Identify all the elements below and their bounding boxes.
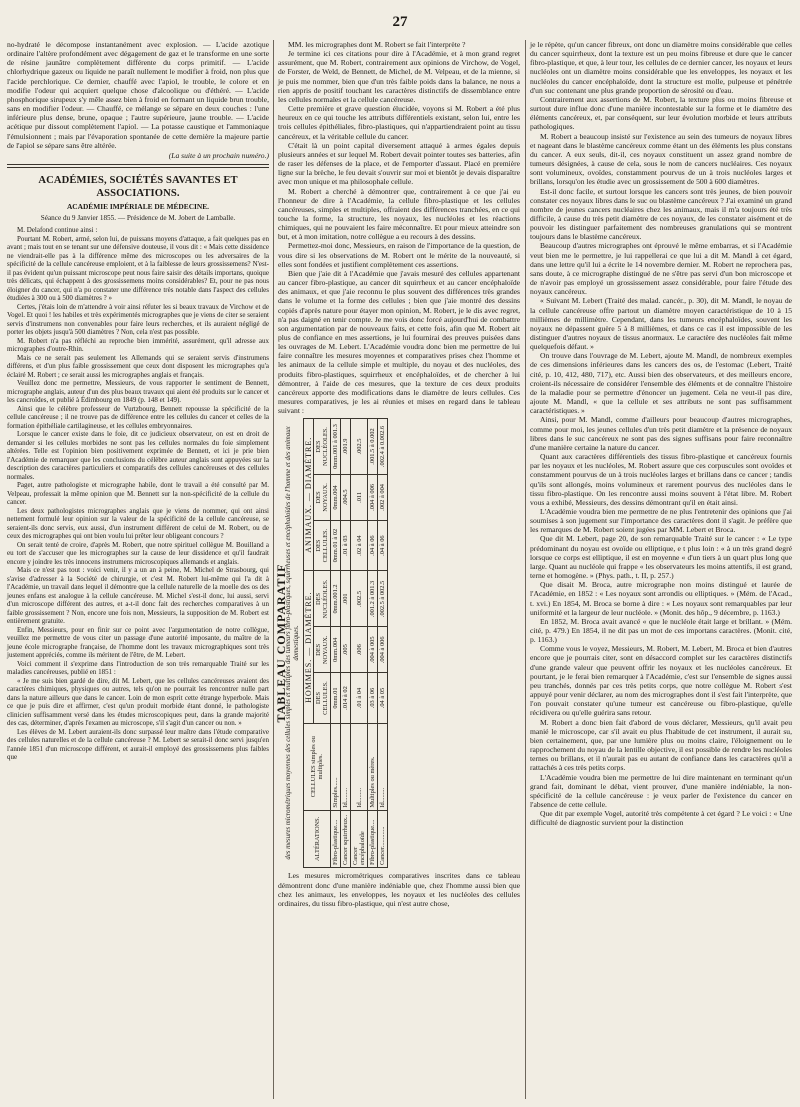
paragraph: je le répète, qu'un cancer fibreux, ont donc un diamètre moins considérable que celles du cancer squirrheux, dont la texture est un peu moins fibreuse et dure que le cancer fibro-plastique, et que, à leur tour, les cellules de ce dernier cancer, les noyaux et leurs nucléoles ont un diamètre moins considérable que les enveloppes, les noyaux et les nucléoles du cancer encéphaloïde, dont la structure est molle, pulpeuse et pénétrée d'un suc contenant une plus grande proportion de sérosité ou d'eau. [530,40,792,95]
page-number: 27 [392,14,408,30]
paragraph: Veuillez donc me permettre, Messieurs, de vous rapporter le sentiment de Bennett, micrographe anglais, auteur d'un des plus beaux travaux qui aient été produits sur le cancer et les cancroïdes, et publié à Édimbourg en 1849 (p. 148 et 149). [7,379,269,405]
cell-value: .014 à 02 [341,673,351,724]
paragraph: En 1852, M. Broca avait avancé « que le nucléole était large et brillant. » (Mém. cité, p. 479.) En 1854, il ne dit pas un mot de ces importans caractères. (Monit. cité, p. 1163.) [530,616,792,645]
column-1 [7,40,269,1099]
table-row [378,419,388,868]
paragraph: L'Académie voudra bien me permettre de lui dire maintenant en terminant qu'un grand fait, dominant le débat, vient prouver, d'une manière indéniable, la non-spécificité de la cellule cancéreuse : je veux parler de l'existence du cancer en l'absence de cette cellule. [530,772,792,809]
column-3 [530,40,792,1099]
paragraph: Que dit M. Lebert, page 20, de son remarquable Traité sur le cancer : « Le type prédominant du noyau est ovoïde ou elliptique, e t plus loin : « à un très grand degré lorsque ce corps est elliptique, il est en moyenne « d'un tiers à un quart plus long que large. Quant au nucléole qui frappe « les observateurs les moins attentifs, il est grand, terne et homogène. » (Phys. path., t. II, p. 257.) [530,534,792,581]
cell-alteration: Cancer squirrheux.. [341,811,351,868]
cell-type: Id......... [378,724,388,811]
table-row [341,419,351,868]
table-row [331,419,341,868]
cell-value: .002 à 004 [378,475,388,521]
table-caption: des mesures micrométriques moyennes des cellules simples et multiples des tumeurs fibro-plastiques, squirrheuses et encéphaloïdes de l'homme et des animaux domestiques. [285,426,300,861]
header-noyaux-a: DES NOYAUX. [314,475,331,521]
cell-value: 0mm.01 [331,673,341,724]
header-nucleoles-a: DES NUCLÉOLES. [314,419,331,475]
cell-value: .02 à 04 [351,521,368,572]
paragraph: Les deux pathologistes micrographes anglais que je viens de nommer, qui ont ainsi nettement formulé leur opinion sur la valeur de la spécificité de la cellule cancéreuse, se seraient-ils donc servis, eux aussi, d'un instrument différent de celui de M. Robert, ou de ceux des micrographes qui ont bien voulu lui prêter leur obligeant concours ? [7,506,269,541]
header-cellules: CELLULES simples ou multiples. [304,724,331,811]
header-cellules-a: DES CELLULES. [314,521,331,572]
table-row [351,419,368,868]
paragraph: Mais ce n'est pas tout : voici venir, il y a un an à peine, M. Michel de Strasbourg, qui s'avise d'adresser à la Société de chirurgie, et c'est M. Robert lui-même qui l'a dit à l'Académie, un travail dans lequel il démontre que la cellule naturelle de la moelle des os des jeunes enfans est analogue à la cellule cancéreuse. M. Michel s'est-il donc, lui aussi, servi d'un microscope différent des autres, et a-t-il donc fait des recherches comparatives à un faible grossissement ? Non, encore une fois non, Messieurs, la supposition de M. Robert est entièrement gratuite. [7,566,269,626]
cell-value: .004 à 006 [368,475,378,521]
cell-value: 0mm.001.2 [331,571,341,627]
cell-type: Id......... [351,724,368,811]
academy-subtitle: ACADÉMIE IMPÉRIALE DE MÉDECINE. [66,202,210,212]
paragraph: Voici comment il s'exprime dans l'introduction de son très remarquable Traité sur les maladies cancéreuses, publié en 1851 : [7,659,269,677]
cell-alteration: Cancer encéphaloïde [351,811,368,868]
cell-type: Simples...... [331,724,341,811]
cell-value: .04 à 06 [378,521,388,572]
table-heading: TABLEAU COMPARATIF [274,563,288,723]
section-divider [7,164,269,168]
header-alterations: ALTÉRATIONS. [304,811,331,868]
paragraph: Pourtant M. Robert, armé, selon lui, de puissans moyens d'attaque, a fait quelques pas en avant ; mais tout en se tenant sur une défensive douteuse, il vous dit : « Mais cette dissidence ne viendrait-elle pas à la différence même des microscopes ou les adversaires de la spécificité de la cellule cancéreuse emploient, et à la faiblesse de leurs grossissemens? N'est-il pas évident qu'un puissant microscope peut nous faire saisir des détails importans, quoique très délicats, qui échappent à des grossissemens moins considérables? Et, pour ne pas nous éloigner du cancer, qui n'a pu constater une différence très notable dans l'aspect des cellules étudiées à 300 ou à 500 diamètres ? » [7,234,269,303]
cell-value: .005 [341,627,351,673]
paragraph: Bien que j'aie dit à l'Académie que j'avais mesuré des cellules appartenant au cancer fibro-plastique, au cancer dit squirrheux et au cancer encéphaloïde des animaux, et que j'aie reconnu le plus souvent des différences très grandes dans le volume et la forme des cellules ; bien que j'aie montré des dessins copiés d'après nature pour étayer mon opinion, M. Robert, je le dis avec regret, n'a pas daigné en tenir compte. Je me vois donc forcé aujourd'hui de combattre son argumentation par de nouveaux faits, et cette fois, afin que M. Robert ait plus de confiance en mes assertions, je lui fournirai des preuves puisées dans les ouvrages de M. Lebert. L'Académie voudra donc bien me permettre de lui faire connaître les mesures moyennes et comparatives prises chez l'homme et les animaux de la cellule simple et multiple, du noyau et des nucléoles, des produits fibro-plastiques, squirrheux et encéphaloïdes, et de chercher à lui démontrer, à l'aide de ces mesures, que la texture de ces deux produits cancéreux apporte des modifications dans le diamètre de leurs cellules. Ces mesures comparatives, je les ai réunies et mises en regard dans le tableau suivant : [278,268,520,416]
paragraph: M. Robert a cherché à démontrer que, contrairement à ce que j'ai eu l'honneur de dire à l'Académie, la cellule fibro-plastique et les cellules cancéreuses, simples et multiples, offraient des différences tranchées, en ce qui touche la forme, la structure, les noyaux, les nucléoles et les réactions chimiques, qui ne pouvaient les faire méconnaître. Et pour mieux atteindre son but, et à mon imitation, notre collègue a eu recours à des dessins. [278,186,520,242]
paragraph: Est-il donc facile, et surtout lorsque les cancers sont très jeunes, de bien pouvoir constater ces noyaux libres dans le suc ou blastème cancéreux ? J'ai examiné un grand nombre de jeunes cancers nucléaires chez les animaux, mais il m'a toujours été très difficile, à cause du très petit diamètre de ces noyaux, de les constater aisément et de pouvoir les distinguer parfaitement des nombreuses granulations qui se montrent toujours dans le blastème cancéreux. [530,186,792,242]
cell-value: .004 à 006 [378,627,388,673]
cell-type: Id......... [341,724,351,811]
paragraph: M. Robert a donc bien fait d'abord de vous déclarer, Messieurs, qu'il avait peu manié le microscope, car s'il avait eu plus l'habitude de cet instrument, il aurait su, bien certainement, que, par une lumière plus ou moins claire, l'éloignement ou le rapprochement du noyau de la lentille objective, il est possible de rendre les nucléoles ternes ou brillans, et il n'aurait pas eu autant de confiance dans les caractères qu'il a rattachés à ces très petits corps. [530,717,792,773]
cell-value: .04 à 06 [368,521,378,572]
cell-value: .001.5 à 0.002 [368,419,378,475]
paragraph: Paget, autre pathologiste et micrographe habile, dont le travail a été consulté par M. Velpeau, professait la même opinion que M. Bennett sur la non-spécificité de la cellule du cancer. [7,481,269,507]
cell-value: 0mm.004 [331,475,341,521]
paragraph: Ainsi que le célèbre professeur de Vurtzbourg, Bennett repousse la spécificité de la cellule cancéreuse ; il ne trouve pas de différence entre les cellules du cancer et celles de la formation épithéliale cartilagineuse, et les cellules embryonnaires. [7,404,269,430]
paragraph: Ainsi, pour M. Mandl, comme d'ailleurs pour beaucoup d'autres micrographes, comme pour moi, les jeunes cellules d'un très petit diamètre et la présence de noyaux libres dans le suc cancéreux ne sont pas des signes suffisans pour faire reconnaître d'une manière certaine la nature du cancer. [530,415,792,452]
section-title: ACADÉMIES, SOCIÉTÉS SAVANTES ET ASSOCIATIONS. [38,175,238,200]
paragraph: M. Robert a beaucoup insisté sur l'existence au sein des tumeurs de noyaux libres et nageant dans le blastème cancéreux comme étant un des éléments les plus constans du cancer. A eux seuls, dit-il, ces noyaux constituent un assez grand nombre de tumeurs désignées, à cause de cela, sous le nom de cancers nucléaires. Ces noyaux sont volumineux, ovoïdes, constamment pourvus de un à trois nucléoles larges et brillans, lorsqu'on les étudie avec un grossissement de 500 à 600 diamètres. [530,131,792,187]
paragraph: M. Robert n'a pas réfléchi au reproche bien immérité, assurément, qu'il adresse aux micrographes d'outre-Rhin. [7,336,269,354]
cell-value: .011 [351,475,368,521]
paragraph: Beaucoup d'autres micrographes ont éprouvé le même embarras, et si l'Académie veut bien me le permettre, je lui rappellerai ce que lui a dit M. Mandl à cet égard, dans une lettre qu'il lui a écrite le 14 novembre dernier. M. Robert ne reprochera pas, sans doute, à ce micrographe distingué de ne s'être pas servi d'un bon microscope et de n'avoir pas employé un grossissement assez considérable, pour faire l'étude des noyaux cancéreux. [530,241,792,297]
cell-value: .01 à 03 [341,521,351,572]
paragraph: Cette première et grave question élucidée, voyons si M. Robert a été plus heureux en ce qui touche les attributs différentiels existant, selon lui, entre les trois cellules épithéliales, fibro-plastiques, qui n'appartiendraient point au tissu cancéreux, et la véritable cellule du cancer. [278,104,520,141]
paragraph: « Je me suis bien gardé de dire, dit M. Lebert, que les cellules cancéreuses avaient des caractères chimiques, physiques ou autres, tels qu'on ne pourrait les rencontrer nulle part dans la nature ailleurs que dans le cancer. Loin de mon esprit cette étrange hyperbole. Mais ce que je puis dire et affirmer, c'est qu'un produit morbide étant donné, le pathologiste clinicien suffisamment versé dans les études microscopiques peut, dans la grande majorité des cas, déterminer, d'après l'examen au microscope, s'il s'agit d'un cancer ou non. » [7,676,269,728]
column-rule [525,40,526,1099]
cell-value: .001.2 à 001.3 [368,571,378,627]
cell-alteration: Cancer............. [378,811,388,868]
header-cellules-h: DES CELLULES. [314,673,331,724]
cell-value: .002.5 [351,571,368,627]
paragraph: Enfin, Messieurs, pour en finir sur ce point avec l'argumentation de notre collègue, veuillez me permettre de vous citer un passage d'une autorité imposante, du maître de la jeune école micrographe française, de l'homme dont les travaux micrographiques sont très justement appréciés, comme ils méritent de l'être, de M. Lebert. [7,625,269,660]
cell-value: .01 à 04 [351,673,368,724]
paragraph: Que dit par exemple Vogel, autorité très compétente à cet égard ? Le voici : « Une difficulté de diagnostic survient pour la distinction [530,809,792,828]
measurement-table [303,418,388,868]
paragraph: On trouve dans l'ouvrage de M. Lebert, ajoute M. Mandl, de nombreux exemples de ces dimensions inférieures dans les cancers des os, de l'estomac (Lebert, Traité cité, p. 10, 412, 480, 717), etc. Aussi bien des observateurs, et des meilleurs encore, croient-ils nécessaire de considérer l'ensemble des éléments et de connaître l'histoire de la maladie pour se permettre d'énoncer un jugement. Cela ne veut-il pas dire, ajoute M. Mandl, « que la cellule et ses attributs ne sont pas suffisamment caractéristiques. » [530,351,792,416]
cell-value: .002.5 à 002.5 [378,571,388,627]
paragraph: C'était là un point capital diversement attaqué à armes égales depuis plusieurs années et sur lequel M. Robert devait pointer toutes ses batteries, afin de raser les défenses de la place, et de l'emporter d'assaut. Placé en première ligne sur la brèche, le feu devait s'ouvrir sur moi et bientôt je devais disparaître avec mon unique et ma philosophale cellule. [278,140,520,187]
table-row [368,419,378,868]
cell-value: 0mm.01 à 02 [331,521,341,572]
header-group-animaux: ANIMAUX. — DIAMÈTRE. [304,419,314,571]
col1-body [7,226,269,762]
cell-value: .002.4 à 0.002.6 [378,419,388,475]
cell-alteration: Fibro-plastique.... [331,811,341,868]
paragraph: Que disait M. Broca, autre micrographe non moins distingué et laurée de l'Académie, en 1852 : « Les noyaux sont arrondis ou elliptiques. » (Mém. de l'Acad., t. xvi.) En 1854, M. Broca se borne à dire : « Les noyaux sont remarquables par leur uniformité et la largeur de leur nucléole. » (Monit. des hôp., 9 décembre, p. 1163.) [530,580,792,617]
cell-value: .001.9 [341,419,351,475]
paragraph: M. Delafond continue ainsi : [17,226,98,235]
header-nucleoles-h: DES NUCLÉOLES. [314,571,331,627]
paragraph: MM. les micrographes dont M. Robert se fait l'interprète ? [288,40,466,49]
header-noyaux-h: DES NOYAUX. [314,627,331,673]
rotated-table [274,418,520,868]
paragraph: Lorsque le cancer existe dans le foie, dit ce judicieux observateur, on est en droit de demander si les cellules morbides ne sont pas les cellules normales du foie simplement altérées. Telle est l'opinion bien positivement exprimée de Bennett, et ici je prie bien l'Académie de remarquer que les conclusions du célèbre auteur anglais sont appuyées sur la description des caractères particuliers et comparatifs des cellules cancéreuses et des cellules normales. [7,430,269,481]
paragraph: Contrairement aux assertions de M. Robert, la texture plus ou moins fibreuse et surtout dure influe donc d'une manière incontestable sur la forme et le diamètre des éléments cancéreux, et, par conséquent, sur leur évolution morbide et leurs attributs pathologiques. [530,94,792,132]
cell-value: .001 [341,571,351,627]
continued-note: (La suite à un prochain numéro.) [168,150,269,160]
comparative-table [274,418,520,868]
paragraph: Comme vous le voyez, Messieurs, M. Robert, M. Lebert, M. Broca et bien d'autres encore que je pourrais citer, sont en désaccord complet sur les caractères distinctifs d'une grande valeur que peuvent offrir les noyaux et les nucléoles cancéreux. Et pourtant, je le ferai bien remarquer à l'Académie, c'est sur l'ensemble de signes aussi peu tranchés, donnés par ces très petits corps, que notre collègue M. Robert s'est appuyé pour venir déclarer, au nom des micrographes dont il s'est fait l'interprète, que l'on pouvait constater qu'une tumeur est cancéreuse ou fibro-plastique, qu'elle récidivera ou qu'elle guérira sans retour. [530,644,792,718]
cell-value: 0mm.004 [331,627,341,673]
paragraph: Les mesures micrométriques comparatives inscrites dans ce tableau démontrent donc d'une manière indéniable que, chez l'homme aussi bien que chez les animaux, les enveloppes, les noyaux et les nucléoles des cellules ordinaires, du tissu fibro-plastique, qui n'est autre chose, [278,871,520,908]
paragraph: Permettez-moi donc, Messieurs, en raison de l'importance de la question, de vous dire si les observations de M. Robert ont le mérite de la nouveauté, si elles sont fondées et justifient complètement ces assertions. [278,241,520,269]
cell-alteration: Fibro-plastique.... [368,811,378,868]
cell-value: .004.5 [341,475,351,521]
paragraph: Certes, j'étais loin de m'attendre à voir ainsi réfuter les si beaux travaux de Virchow et de Vogel. Et quoi ! les habiles et très expérimentés micrographes que je viens de citer se seraient servis d'instrumens non convenables pour faire leurs recherches, et ils auraient négligé de porter les objets jusqu'à 500 diamètres ? Non, cela n'est pas possible. [7,302,269,337]
paragraph: Quant aux caractères différentiels des tissus fibro-plastique et cancéreux fournis par les noyaux et les nucléoles, M. Robert assure que ces corpuscules sont ovoïdes et constamment pourvus de un à trois nucléoles larges et brillans dans ce cancer ; tandis qu'ils sont allongés, moins volumineux et rarement pourvus des nucléoles dans le tissu fibro-plastique. On les rencontre aussi moins souvent à l'état libre. M. Robert vous a exhibé, Messieurs, des dessins démontrant qu'il en était ainsi. [530,452,792,507]
cell-value: .002.5 [351,419,368,475]
cell-value: .04 à 05 [378,673,388,724]
paragraph: L'Académie voudra bien me permettre de ne plus l'entretenir des opinions que j'ai soumises à son jugement sur l'importance des caractères dont il s'agit. Je préfère que les remarques de M. Robert soient jugées par MM. Lebert et Broca. [530,506,792,535]
column-2 [274,40,520,1099]
paragraph: « Suivant M. Lebert (Traité des malad. cancér., p. 30), dit M. Mandl, le noyau de la cellule cancéreuse offre partout un diamètre moyen caractéristique de 10 à 15 millièmes de millimètre. Cependant, dans les tumeurs encéphaloïdes, souvent les noyaux ne dépassent guère 5 à 8 millièmes, et dans ce cas il est impossible de les distinguer d'autres noyaux de tissus anormaux. Le caractère des nucléoles fait même quelquefois défaut. » [530,296,792,352]
cell-value: .03 à 06 [368,673,378,724]
header-group-hommes: HOMMES. — DIAMÈTRE. [304,571,314,723]
paragraph: Je termine ici ces citations pour dire à l'Académie, et à mon grand regret assurément, que M. Robert, contrairement aux opinions de Virchow, de Vogel, de Forster, de Weld, de Bennett, de Michel, de M. Velpeau, et de la mienne, si je puis me nommer, bien que d'un très faible poids dans la balance, ne nous a rien appris de positif touchant les caractères distinctifs de dissemblance entre les cellules normales et la cellule cancéreuse. [278,49,520,104]
paragraph: Les élèves de M. Lebert auraient-ils donc surpassé leur maître dans l'étude comparative des cellules naturelles et de la cellule cancéreuse ? M. Lebert se serait-il donc servi jusqu'en l'année 1851 d'un microscope différent, et aurait-il employé des grossissemens plus faibles que [7,727,269,762]
session-line: Séance du 9 Janvier 1855. — Présidence de M. Jobert de Lamballe. [40,214,236,223]
paragraph: Mais ce ne serait pas seulement les Allemands qui se seraient servis d'instrumens différens, et d'un plus faible grossissement que ceux dont disposent les micrographes qu'a éclairé M. Robert ; ce serait aussi les micrographes anglais et français. [7,353,269,379]
cell-value: .006 [351,627,368,673]
apiol-continuation: no-hydraté le décompose instantanément avec explosion. — L'acide azotique ordinaire l'altère profondément avec dégagement de gaz et le transforme en une sorte de résine jaunâtre complètement différente du corps primitif. — L'acide chlorhydrique gazeux ou liquide ne paraît nullement le modifier à froid, non plus que l'acide perchlorique. Ce dernier, chauffé avec l'apiol, le trouble, le colore et en modifie l'odeur qui acquiert quelque chose d'alcoolique ou d'éthéré. — L'acide phosphorique sirupeux s'y mêle assez bien à froid en formant un liquide brun trouble, sans en modifier l'odeur. — Chauffé, ce mélange se sépare en deux couches : l'une inférieure plus dense, brune, opaque ; l'autre supérieure, jaune trouble. — L'acide acétique pur dissout complètement l'apiol. — La potasse caustique et l'ammoniaque l'émulsionnent ; mais par l'évaporation spontanée de cette dernière la majeure partie de l'apiol se sépare sans être altérée. [7,40,269,150]
cell-type: Multiples ou mères. [368,724,378,811]
cell-value: .004 à 005 [368,627,378,673]
paragraph: On serait tenté de croire, d'après M. Robert, que notre spirituel collègue M. Bouilland a eu tort de s'accuser que les micrographes sur la cause de leur dissidence et qu'il faudrait encore y joindre les très innocens instrumens microscopiques allemands et anglais. [7,540,269,566]
cell-value: 0mm.001 à 001.3 [331,419,341,475]
